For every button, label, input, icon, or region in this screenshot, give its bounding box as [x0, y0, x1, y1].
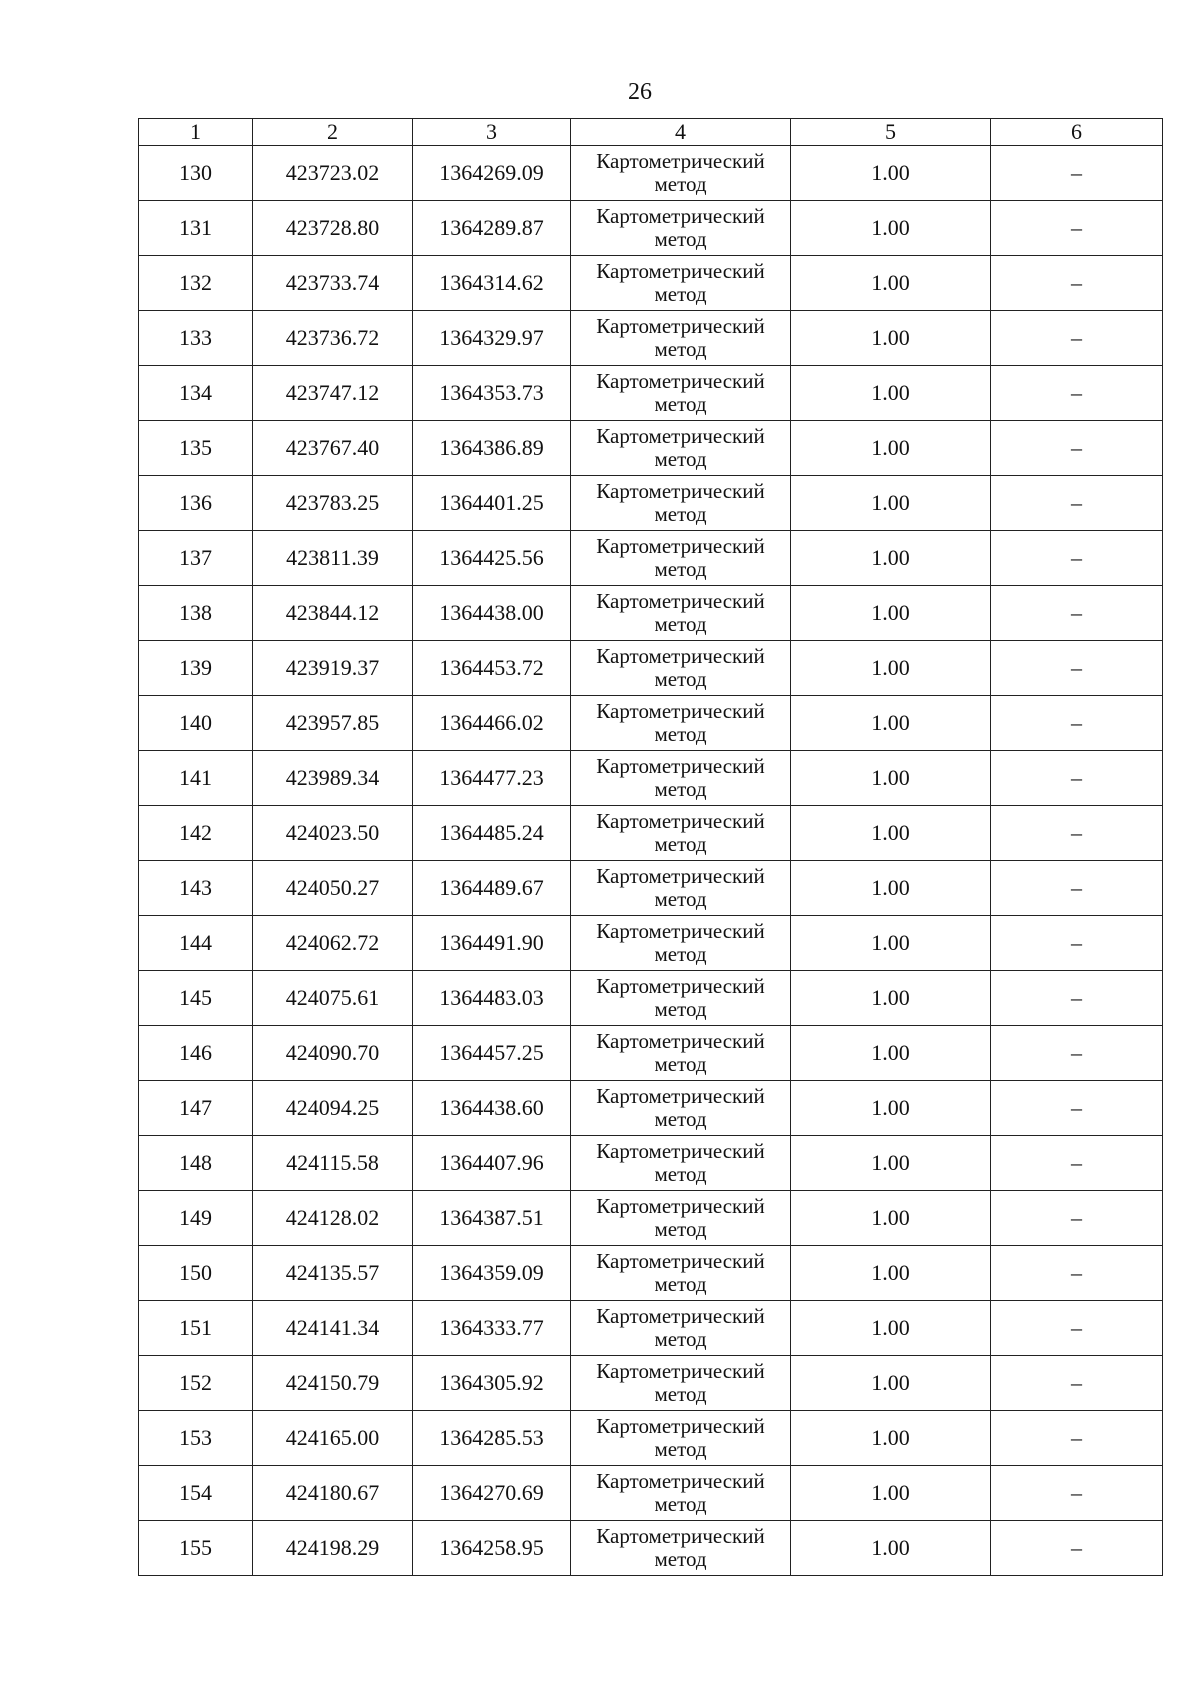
x-coordinate-cell: 423844.12	[253, 586, 413, 641]
x-coordinate-cell: 424062.72	[253, 916, 413, 971]
accuracy-cell: 1.00	[791, 1411, 991, 1466]
coordinates-table	[138, 118, 1163, 1576]
method-cell: Картометрический метод	[571, 476, 791, 531]
note-cell: –	[991, 1411, 1163, 1466]
accuracy-cell: 1.00	[791, 531, 991, 586]
note-cell: –	[991, 531, 1163, 586]
accuracy-cell: 1.00	[791, 1026, 991, 1081]
table-row	[139, 1356, 1163, 1411]
table-row	[139, 421, 1163, 476]
y-coordinate-cell: 1364438.00	[413, 586, 571, 641]
note-cell: –	[991, 366, 1163, 421]
table-row	[139, 1466, 1163, 1521]
x-coordinate-cell: 423989.34	[253, 751, 413, 806]
x-coordinate-cell: 423811.39	[253, 531, 413, 586]
x-coordinate-cell: 424094.25	[253, 1081, 413, 1136]
method-cell: Картометрический метод	[571, 1136, 791, 1191]
table-row	[139, 586, 1163, 641]
accuracy-cell: 1.00	[791, 1246, 991, 1301]
point-number-cell: 135	[139, 421, 253, 476]
x-coordinate-cell: 424180.67	[253, 1466, 413, 1521]
point-number-cell: 144	[139, 916, 253, 971]
method-cell: Картометрический метод	[571, 201, 791, 256]
method-cell: Картометрический метод	[571, 751, 791, 806]
column-header: 6	[991, 119, 1163, 146]
y-coordinate-cell: 1364386.89	[413, 421, 571, 476]
method-cell: Картометрический метод	[571, 1466, 791, 1521]
accuracy-cell: 1.00	[791, 971, 991, 1026]
table-row	[139, 696, 1163, 751]
note-cell: –	[991, 861, 1163, 916]
accuracy-cell: 1.00	[791, 311, 991, 366]
x-coordinate-cell: 424115.58	[253, 1136, 413, 1191]
y-coordinate-cell: 1364407.96	[413, 1136, 571, 1191]
x-coordinate-cell: 423783.25	[253, 476, 413, 531]
point-number-cell: 145	[139, 971, 253, 1026]
table-row	[139, 146, 1163, 201]
y-coordinate-cell: 1364401.25	[413, 476, 571, 531]
table-row	[139, 806, 1163, 861]
y-coordinate-cell: 1364477.23	[413, 751, 571, 806]
page-number: 26	[628, 79, 652, 105]
method-cell: Картометрический метод	[571, 806, 791, 861]
point-number-cell: 150	[139, 1246, 253, 1301]
note-cell: –	[991, 476, 1163, 531]
point-number-cell: 136	[139, 476, 253, 531]
x-coordinate-cell: 424135.57	[253, 1246, 413, 1301]
y-coordinate-cell: 1364333.77	[413, 1301, 571, 1356]
y-coordinate-cell: 1364353.73	[413, 366, 571, 421]
x-coordinate-cell: 424090.70	[253, 1026, 413, 1081]
y-coordinate-cell: 1364289.87	[413, 201, 571, 256]
column-header: 2	[253, 119, 413, 146]
accuracy-cell: 1.00	[791, 586, 991, 641]
method-cell: Картометрический метод	[571, 916, 791, 971]
method-cell: Картометрический метод	[571, 146, 791, 201]
table-row	[139, 476, 1163, 531]
note-cell: –	[991, 916, 1163, 971]
y-coordinate-cell: 1364305.92	[413, 1356, 571, 1411]
x-coordinate-cell: 423733.74	[253, 256, 413, 311]
point-number-cell: 149	[139, 1191, 253, 1246]
x-coordinate-cell: 423728.80	[253, 201, 413, 256]
accuracy-cell: 1.00	[791, 476, 991, 531]
point-number-cell: 134	[139, 366, 253, 421]
note-cell: –	[991, 696, 1163, 751]
point-number-cell: 133	[139, 311, 253, 366]
accuracy-cell: 1.00	[791, 1081, 991, 1136]
y-coordinate-cell: 1364258.95	[413, 1521, 571, 1576]
method-cell: Картометрический метод	[571, 641, 791, 696]
note-cell: –	[991, 1191, 1163, 1246]
method-cell: Картометрический метод	[571, 311, 791, 366]
x-coordinate-cell: 423747.12	[253, 366, 413, 421]
accuracy-cell: 1.00	[791, 861, 991, 916]
note-cell: –	[991, 146, 1163, 201]
column-header: 4	[571, 119, 791, 146]
x-coordinate-cell: 424075.61	[253, 971, 413, 1026]
table-row	[139, 861, 1163, 916]
point-number-cell: 148	[139, 1136, 253, 1191]
y-coordinate-cell: 1364270.69	[413, 1466, 571, 1521]
table-row	[139, 1301, 1163, 1356]
x-coordinate-cell: 423736.72	[253, 311, 413, 366]
note-cell: –	[991, 421, 1163, 476]
y-coordinate-cell: 1364491.90	[413, 916, 571, 971]
point-number-cell: 151	[139, 1301, 253, 1356]
method-cell: Картометрический метод	[571, 366, 791, 421]
accuracy-cell: 1.00	[791, 201, 991, 256]
method-cell: Картометрический метод	[571, 1026, 791, 1081]
note-cell: –	[991, 1246, 1163, 1301]
y-coordinate-cell: 1364483.03	[413, 971, 571, 1026]
table-row	[139, 971, 1163, 1026]
point-number-cell: 131	[139, 201, 253, 256]
method-cell: Картометрический метод	[571, 696, 791, 751]
y-coordinate-cell: 1364285.53	[413, 1411, 571, 1466]
y-coordinate-cell: 1364359.09	[413, 1246, 571, 1301]
table-row	[139, 531, 1163, 586]
column-header: 5	[791, 119, 991, 146]
point-number-cell: 146	[139, 1026, 253, 1081]
point-number-cell: 140	[139, 696, 253, 751]
note-cell: –	[991, 256, 1163, 311]
method-cell: Картометрический метод	[571, 1356, 791, 1411]
accuracy-cell: 1.00	[791, 1301, 991, 1356]
y-coordinate-cell: 1364485.24	[413, 806, 571, 861]
x-coordinate-cell: 424050.27	[253, 861, 413, 916]
note-cell: –	[991, 971, 1163, 1026]
x-coordinate-cell: 424023.50	[253, 806, 413, 861]
note-cell: –	[991, 201, 1163, 256]
accuracy-cell: 1.00	[791, 256, 991, 311]
accuracy-cell: 1.00	[791, 1191, 991, 1246]
point-number-cell: 138	[139, 586, 253, 641]
note-cell: –	[991, 641, 1163, 696]
note-cell: –	[991, 1521, 1163, 1576]
table-row	[139, 1411, 1163, 1466]
method-cell: Картометрический метод	[571, 1246, 791, 1301]
note-cell: –	[991, 751, 1163, 806]
table-row	[139, 641, 1163, 696]
point-number-cell: 147	[139, 1081, 253, 1136]
method-cell: Картометрический метод	[571, 1191, 791, 1246]
point-number-cell: 153	[139, 1411, 253, 1466]
table-row	[139, 1246, 1163, 1301]
x-coordinate-cell: 424165.00	[253, 1411, 413, 1466]
note-cell: –	[991, 806, 1163, 861]
y-coordinate-cell: 1364329.97	[413, 311, 571, 366]
point-number-cell: 132	[139, 256, 253, 311]
table-row	[139, 1026, 1163, 1081]
point-number-cell: 130	[139, 146, 253, 201]
x-coordinate-cell: 424128.02	[253, 1191, 413, 1246]
y-coordinate-cell: 1364269.09	[413, 146, 571, 201]
table-row	[139, 311, 1163, 366]
table-row	[139, 366, 1163, 421]
y-coordinate-cell: 1364457.25	[413, 1026, 571, 1081]
table-row	[139, 201, 1163, 256]
column-header: 3	[413, 119, 571, 146]
point-number-cell: 143	[139, 861, 253, 916]
table-row	[139, 256, 1163, 311]
point-number-cell: 142	[139, 806, 253, 861]
table-row	[139, 1136, 1163, 1191]
accuracy-cell: 1.00	[791, 1521, 991, 1576]
x-coordinate-cell: 423723.02	[253, 146, 413, 201]
point-number-cell: 155	[139, 1521, 253, 1576]
y-coordinate-cell: 1364489.67	[413, 861, 571, 916]
note-cell: –	[991, 1356, 1163, 1411]
y-coordinate-cell: 1364425.56	[413, 531, 571, 586]
method-cell: Картометрический метод	[571, 531, 791, 586]
table-body	[139, 146, 1163, 1576]
note-cell: –	[991, 586, 1163, 641]
point-number-cell: 141	[139, 751, 253, 806]
accuracy-cell: 1.00	[791, 1466, 991, 1521]
y-coordinate-cell: 1364387.51	[413, 1191, 571, 1246]
note-cell: –	[991, 1026, 1163, 1081]
method-cell: Картометрический метод	[571, 586, 791, 641]
accuracy-cell: 1.00	[791, 641, 991, 696]
method-cell: Картометрический метод	[571, 861, 791, 916]
point-number-cell: 154	[139, 1466, 253, 1521]
accuracy-cell: 1.00	[791, 1136, 991, 1191]
x-coordinate-cell: 424198.29	[253, 1521, 413, 1576]
method-cell: Картометрический метод	[571, 256, 791, 311]
table-row	[139, 1081, 1163, 1136]
accuracy-cell: 1.00	[791, 366, 991, 421]
table-row	[139, 751, 1163, 806]
point-number-cell: 137	[139, 531, 253, 586]
accuracy-cell: 1.00	[791, 1356, 991, 1411]
point-number-cell: 139	[139, 641, 253, 696]
method-cell: Картометрический метод	[571, 1301, 791, 1356]
table-row	[139, 916, 1163, 971]
point-number-cell: 152	[139, 1356, 253, 1411]
accuracy-cell: 1.00	[791, 751, 991, 806]
accuracy-cell: 1.00	[791, 421, 991, 476]
accuracy-cell: 1.00	[791, 806, 991, 861]
note-cell: –	[991, 1466, 1163, 1521]
x-coordinate-cell: 423957.85	[253, 696, 413, 751]
method-cell: Картометрический метод	[571, 1081, 791, 1136]
x-coordinate-cell: 423767.40	[253, 421, 413, 476]
table-row	[139, 1191, 1163, 1246]
y-coordinate-cell: 1364314.62	[413, 256, 571, 311]
note-cell: –	[991, 1081, 1163, 1136]
method-cell: Картометрический метод	[571, 971, 791, 1026]
x-coordinate-cell: 424150.79	[253, 1356, 413, 1411]
y-coordinate-cell: 1364453.72	[413, 641, 571, 696]
y-coordinate-cell: 1364438.60	[413, 1081, 571, 1136]
x-coordinate-cell: 424141.34	[253, 1301, 413, 1356]
x-coordinate-cell: 423919.37	[253, 641, 413, 696]
note-cell: –	[991, 1136, 1163, 1191]
table-header-row	[139, 119, 1163, 146]
note-cell: –	[991, 1301, 1163, 1356]
table-row	[139, 1521, 1163, 1576]
accuracy-cell: 1.00	[791, 146, 991, 201]
method-cell: Картометрический метод	[571, 1411, 791, 1466]
column-header: 1	[139, 119, 253, 146]
note-cell: –	[991, 311, 1163, 366]
method-cell: Картометрический метод	[571, 421, 791, 476]
accuracy-cell: 1.00	[791, 696, 991, 751]
accuracy-cell: 1.00	[791, 916, 991, 971]
method-cell: Картометрический метод	[571, 1521, 791, 1576]
y-coordinate-cell: 1364466.02	[413, 696, 571, 751]
